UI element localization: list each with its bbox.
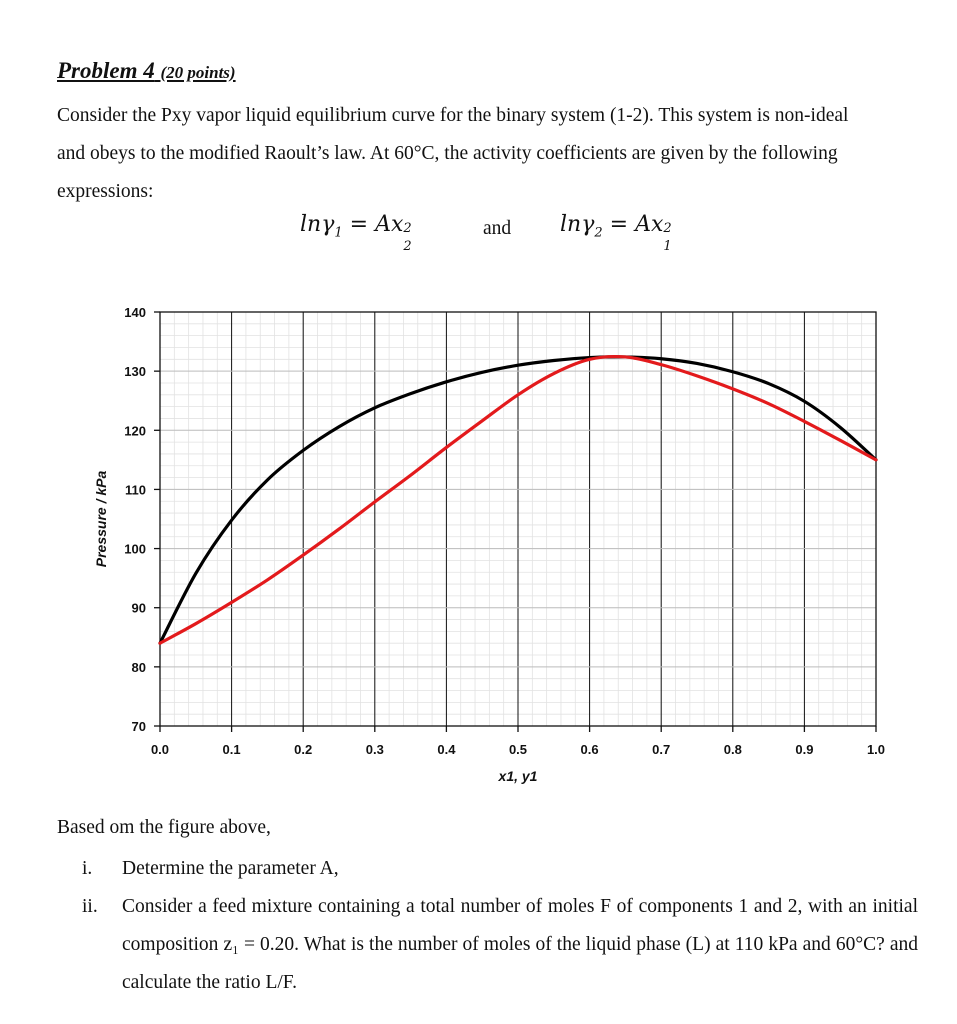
x-tick-label: 0.5 [508, 742, 528, 757]
x-tick-label: 0.6 [580, 742, 599, 757]
y-tick-label: 110 [125, 482, 146, 498]
eq2-rhs: = Ax [609, 212, 664, 237]
intro-line-3: expressions: [57, 181, 154, 202]
y-tick-label: 140 [124, 305, 146, 320]
y-axis-label: Pressure / kPa [93, 470, 109, 568]
question-2-number: ii. [82, 896, 98, 917]
x-tick-label: 0.9 [795, 742, 814, 757]
eq1-lhs-sub: 1 [334, 225, 343, 241]
x-tick-label: 0.7 [652, 742, 671, 757]
x-tick-label: 0.4 [437, 742, 456, 757]
y-tick-label: 70 [131, 719, 146, 734]
x-tick-label: 0.0 [150, 742, 170, 757]
x-tick-label: 0.3 [365, 742, 384, 757]
eq1-rhs-sup: 2 [403, 221, 412, 236]
x-axis-label: x1, y1 [498, 768, 538, 784]
y-tick-label: 120 [124, 423, 146, 439]
intro-line-1: Consider the Pxy vapor liquid equilibrium curve for the binary system (1-2). This system is non-ideal [57, 105, 849, 126]
x-tick-label: 1.0 [866, 742, 886, 757]
question-2-text: Consider a feed mixture containing a total number of moles F of components 1 and 2, with an initial composition z₁ = 0.20. What is the number of moles of the liquid phase (L) at 110 kPa and 60°C? and calculate the ratio L/F. [122, 896, 918, 993]
eq2-lhs: lnγ [560, 212, 595, 237]
problem-title-text: Problem 4 [57, 58, 155, 83]
x-tick-label: 0.2 [294, 742, 313, 757]
question-1-number: i. [82, 858, 93, 879]
eq1-lhs: lnγ [300, 212, 335, 237]
y-tick-label: 90 [131, 600, 146, 616]
eq1-rhs: = Ax [349, 212, 404, 237]
y-tick-label: 100 [124, 541, 146, 557]
eq1-rhs-sub: 2 [403, 239, 412, 254]
eq2-rhs-sub: 1 [663, 239, 672, 254]
intro-line-2: and obeys to the modified Raoult’s law. At 60°C, the activity coefficients are given by the following [57, 143, 838, 164]
x-tick-label: 0.1 [222, 742, 241, 757]
question-1-text: Determine the parameter A, [122, 858, 339, 879]
equation-connector: and [483, 218, 512, 239]
eq2-rhs-sup: 2 [663, 221, 672, 236]
problem-points: (20 points) [160, 63, 236, 82]
questions-intro: Based om the figure above, [57, 817, 271, 838]
eq2-lhs-sub: 2 [594, 225, 603, 241]
y-tick-label: 130 [124, 364, 146, 380]
y-tick-label: 80 [131, 659, 146, 675]
x-tick-label: 0.8 [723, 742, 742, 757]
